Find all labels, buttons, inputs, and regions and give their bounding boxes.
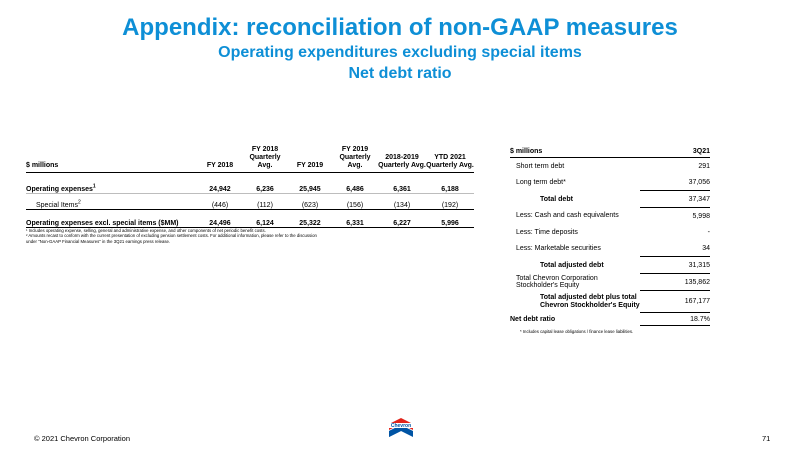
opex-header-row xyxy=(26,146,474,173)
row-label: Less: Cash and cash equivalents xyxy=(516,212,619,220)
chevron-logo xyxy=(386,415,416,441)
table-row xyxy=(510,313,710,326)
table-row xyxy=(26,173,474,194)
cell: - xyxy=(707,228,710,236)
page-subtitle-opex: Operating expenditures excluding special items xyxy=(218,44,582,61)
page-subtitle-net-debt: Net debt ratio xyxy=(348,65,452,82)
cell: (192) xyxy=(426,194,474,210)
opex-label-header: $ millions xyxy=(26,146,198,173)
copyright: © 2021 Chevron Corporation xyxy=(34,434,130,443)
cell: 24,942 xyxy=(198,173,242,194)
cell: 37,056 xyxy=(640,174,710,191)
table-row xyxy=(510,191,710,208)
cell: 31,315 xyxy=(640,257,710,274)
table-row xyxy=(510,240,710,257)
opex-col-header: FY 2018 xyxy=(198,146,242,173)
row-label: Less: Marketable securities xyxy=(516,244,601,252)
row-label: Operating expenses$^1$ xyxy=(26,173,198,194)
opex-table xyxy=(26,146,474,228)
cell: (112) xyxy=(242,194,288,210)
row-label: Total Chevron Corporation Stockholder's Equity xyxy=(516,275,598,289)
opex-col-header: FY 2019 xyxy=(288,146,332,173)
table-row xyxy=(26,194,474,210)
table-row xyxy=(510,291,710,313)
opex-col-header: FY 2018 Quarterly Avg. xyxy=(242,146,288,173)
opex-col-header: YTD 2021 Quarterly Avg. xyxy=(426,146,474,173)
logo-text: Chevron xyxy=(390,423,412,429)
cell: 25,322 xyxy=(288,210,332,228)
cell: 6,486 xyxy=(332,173,378,194)
opex-col-header: 2018-2019 Quarterly Avg. xyxy=(378,146,426,173)
cell: 18.7% xyxy=(640,313,710,326)
cell: (446) xyxy=(198,194,242,210)
cell: 6,361 xyxy=(378,173,426,194)
row-label: Long term debt* xyxy=(516,178,566,186)
cell: 291 xyxy=(698,162,710,170)
debt-period-header: 3Q21 xyxy=(640,146,710,158)
debt-label-header: $ millions xyxy=(510,146,640,158)
cell: 167,177 xyxy=(684,298,710,305)
table-row xyxy=(510,257,710,274)
opex-col-header: FY 2019 Quarterly Avg. xyxy=(332,146,378,173)
cell: 5,998 xyxy=(692,212,710,220)
row-label: Total adjusted debt xyxy=(540,261,604,269)
table-row xyxy=(510,174,710,191)
net-debt-table xyxy=(510,146,710,326)
table-row xyxy=(510,274,710,291)
table-row xyxy=(26,210,474,228)
row-label: Operating expenses excl. special items ($MM) xyxy=(26,210,198,228)
cell: (134) xyxy=(378,194,426,210)
cell: 37,347 xyxy=(640,191,710,208)
row-label: Less: Time deposits xyxy=(516,228,578,236)
opex-footnotes xyxy=(26,228,326,244)
row-label: Total debt xyxy=(540,195,573,203)
cell: 6,227 xyxy=(378,210,426,228)
cell: (156) xyxy=(332,194,378,210)
page-title: Appendix: reconciliation of non-GAAP measures xyxy=(122,14,678,41)
debt-footnote: * Includes capital lease obligations / finance lease liabilities. xyxy=(520,329,634,334)
table-row xyxy=(510,208,710,225)
cell: 6,124 xyxy=(242,210,288,228)
footnote: ² Amounts recast to conform with the current presentation of excluding pension settlement costs. For additional information, please refer to the discussion under "Non-GAAP Financial Measures" in the 3Q21 earnings press release. xyxy=(26,233,317,244)
table-row xyxy=(510,224,710,240)
cell: 25,945 xyxy=(288,173,332,194)
cell: 6,188 xyxy=(426,173,474,194)
cell: 6,331 xyxy=(332,210,378,228)
row-label: Special Items$^2$ xyxy=(26,194,198,210)
page-number: 71 xyxy=(762,434,771,443)
cell: (623) xyxy=(288,194,332,210)
footnote: ¹ Includes operating expense, selling, general and administrative expense, and other components of net periodic benefit costs. xyxy=(26,228,266,233)
cell: 5,996 xyxy=(426,210,474,228)
row-label: Total adjusted debt plus total Chevron Stockholder's Equity xyxy=(540,293,640,309)
table-row xyxy=(510,158,710,175)
cell: 6,236 xyxy=(242,173,288,194)
title-block xyxy=(0,14,800,84)
row-label: Net debt ratio xyxy=(510,315,556,323)
cell: 24,496 xyxy=(198,210,242,228)
row-label: Short term debt xyxy=(516,162,565,170)
cell: 34 xyxy=(640,240,710,257)
debt-header-row xyxy=(510,146,710,158)
cell: 135,862 xyxy=(640,274,710,291)
